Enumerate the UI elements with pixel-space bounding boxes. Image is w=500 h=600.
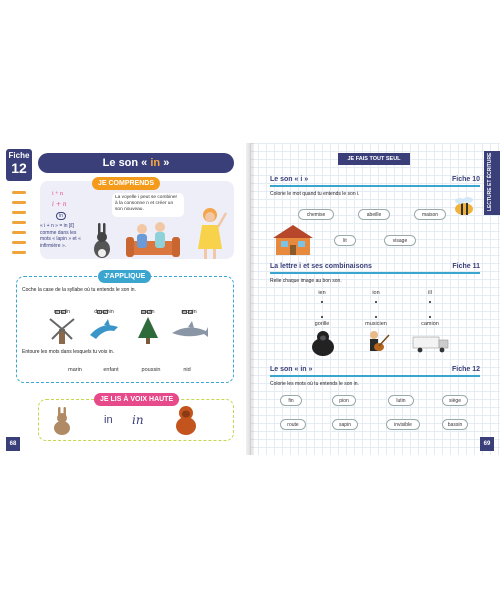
spiral-ring <box>12 211 26 214</box>
word-poussin[interactable]: poussin <box>141 367 161 373</box>
guitarist-icon <box>362 329 390 357</box>
word-enfant[interactable]: enfant <box>103 367 119 373</box>
book-gutter <box>246 143 254 455</box>
section-3-rule <box>270 375 480 377</box>
windmill-icon <box>48 317 76 345</box>
bee-icon <box>450 195 478 219</box>
shark-icon <box>170 321 210 341</box>
side-tab <box>484 151 500 215</box>
spiral-ring <box>12 191 26 194</box>
rule-explanation: « i + n » = in [ɛ̃] comme dans les mots « lapin » et « infirmière ». <box>40 223 81 249</box>
option-invisible[interactable]: invisible <box>386 419 420 430</box>
word-sapin: sapin <box>141 309 155 315</box>
read-cursive: in <box>132 413 144 427</box>
rabbit-icon <box>94 223 110 258</box>
textbook-spread <box>0 143 500 455</box>
house-icon <box>272 223 314 257</box>
sound-ion: ion <box>372 290 380 296</box>
sofa-icon <box>126 237 180 257</box>
spiral-ring <box>12 231 26 234</box>
sound-ill: ill <box>428 290 432 296</box>
spiral-ring <box>12 251 26 254</box>
option-siege[interactable]: siège <box>442 395 468 406</box>
option-pion[interactable]: pion <box>332 395 356 406</box>
je-comprends-illustration <box>86 203 236 261</box>
fiche-label: Fiche <box>8 151 30 160</box>
je-comprends-label: JE COMPRENDS <box>92 177 160 190</box>
page-number-left: 68 <box>6 437 20 451</box>
link-dot[interactable] <box>429 301 431 303</box>
option-lit[interactable]: lit <box>334 235 356 246</box>
word-musicien: musicien <box>365 321 387 327</box>
word-dauphin: dauphin <box>94 309 114 315</box>
section-1-instruction: Colorie le mot quand tu entends le son i. <box>270 191 360 197</box>
orangutan-icon <box>172 404 200 436</box>
option-route[interactable]: route <box>280 419 306 430</box>
option-bassin[interactable]: bassin <box>442 419 468 430</box>
fiche-number: 12 <box>11 160 27 176</box>
side-tab-label: LECTURE ET ÉCRITURE <box>487 152 493 211</box>
section-1-rule <box>270 185 480 187</box>
word-nid[interactable]: nid <box>183 367 191 373</box>
section-1-title: Le son « i » <box>270 176 309 183</box>
section-3-title: Le son « in » <box>270 366 313 373</box>
section-2-title: La lettre i et ses combinaisons <box>270 263 372 270</box>
link-dot[interactable] <box>429 316 431 318</box>
fir-tree-icon <box>136 316 160 346</box>
title-prefix: Le son « <box>102 157 151 169</box>
option-sapin[interactable]: sapin <box>332 419 358 430</box>
rabbit-icon <box>50 406 74 436</box>
left-page <box>0 143 250 455</box>
title-sound: in <box>150 157 161 169</box>
nurse-icon <box>155 222 165 248</box>
je-lis-label: JE LIS À VOIX HAUTE <box>94 393 179 406</box>
section-2-ref: Fiche 11 <box>452 263 480 270</box>
girl-icon <box>198 208 226 259</box>
link-dot[interactable] <box>321 316 323 318</box>
rule-cursive: i + n <box>52 201 67 208</box>
fiche-tab <box>6 149 32 181</box>
page-title <box>38 153 234 173</box>
word-marin[interactable]: marin <box>68 367 82 373</box>
section-3-ref: Fiche 12 <box>451 366 480 373</box>
spiral-ring <box>12 201 26 204</box>
option-abeille[interactable]: abeille <box>358 209 390 220</box>
word-gorille: gorille <box>314 321 330 327</box>
word-requin: requin <box>181 309 197 315</box>
word-camion: camion <box>421 321 439 327</box>
banner-je-fais-tout-seul: JE FAIS TOUT SEUL <box>338 153 410 165</box>
grandparent-icon <box>137 224 147 248</box>
option-fin[interactable]: fin <box>280 395 302 406</box>
spiral-ring <box>12 241 26 244</box>
sound-box: in <box>56 212 66 220</box>
option-lutin[interactable]: lutin <box>388 395 414 406</box>
link-dot[interactable] <box>375 316 377 318</box>
link-dot[interactable] <box>375 301 377 303</box>
option-chemise[interactable]: chemise <box>298 209 334 220</box>
truck-icon <box>412 335 450 353</box>
option-maison[interactable]: maison <box>414 209 446 220</box>
link-dot[interactable] <box>321 301 323 303</box>
section-2-rule <box>270 272 480 274</box>
speech-bubble: La voyelle i peut se combiner à la consonne n et créer un son nouveau. <box>112 193 184 217</box>
dolphin-icon <box>88 319 122 343</box>
option-visage[interactable]: visage <box>384 235 416 246</box>
gorilla-icon <box>310 329 336 357</box>
page-number-right: 69 <box>480 437 494 451</box>
sound-ien: ien <box>318 290 326 296</box>
right-page <box>250 143 500 455</box>
section-2-instruction: Relie chaque image au bon son. <box>270 278 342 284</box>
rule-print: i + n <box>52 191 64 197</box>
read-print: in <box>104 414 113 426</box>
section-3-instruction: Colorie les mots où tu entends le son in. <box>270 381 359 387</box>
instruction-entoure: Entoure les mots dans lesquels tu vois in. <box>22 349 114 355</box>
word-moulin: moulin <box>53 309 71 315</box>
j-applique-label: J'APPLIQUE <box>98 270 151 283</box>
spiral-ring <box>12 221 26 224</box>
instruction-coche: Coche la case de la syllabe où tu entends le son in. <box>22 287 136 293</box>
title-suffix: » <box>160 157 170 169</box>
section-1-ref: Fiche 10 <box>451 176 480 183</box>
